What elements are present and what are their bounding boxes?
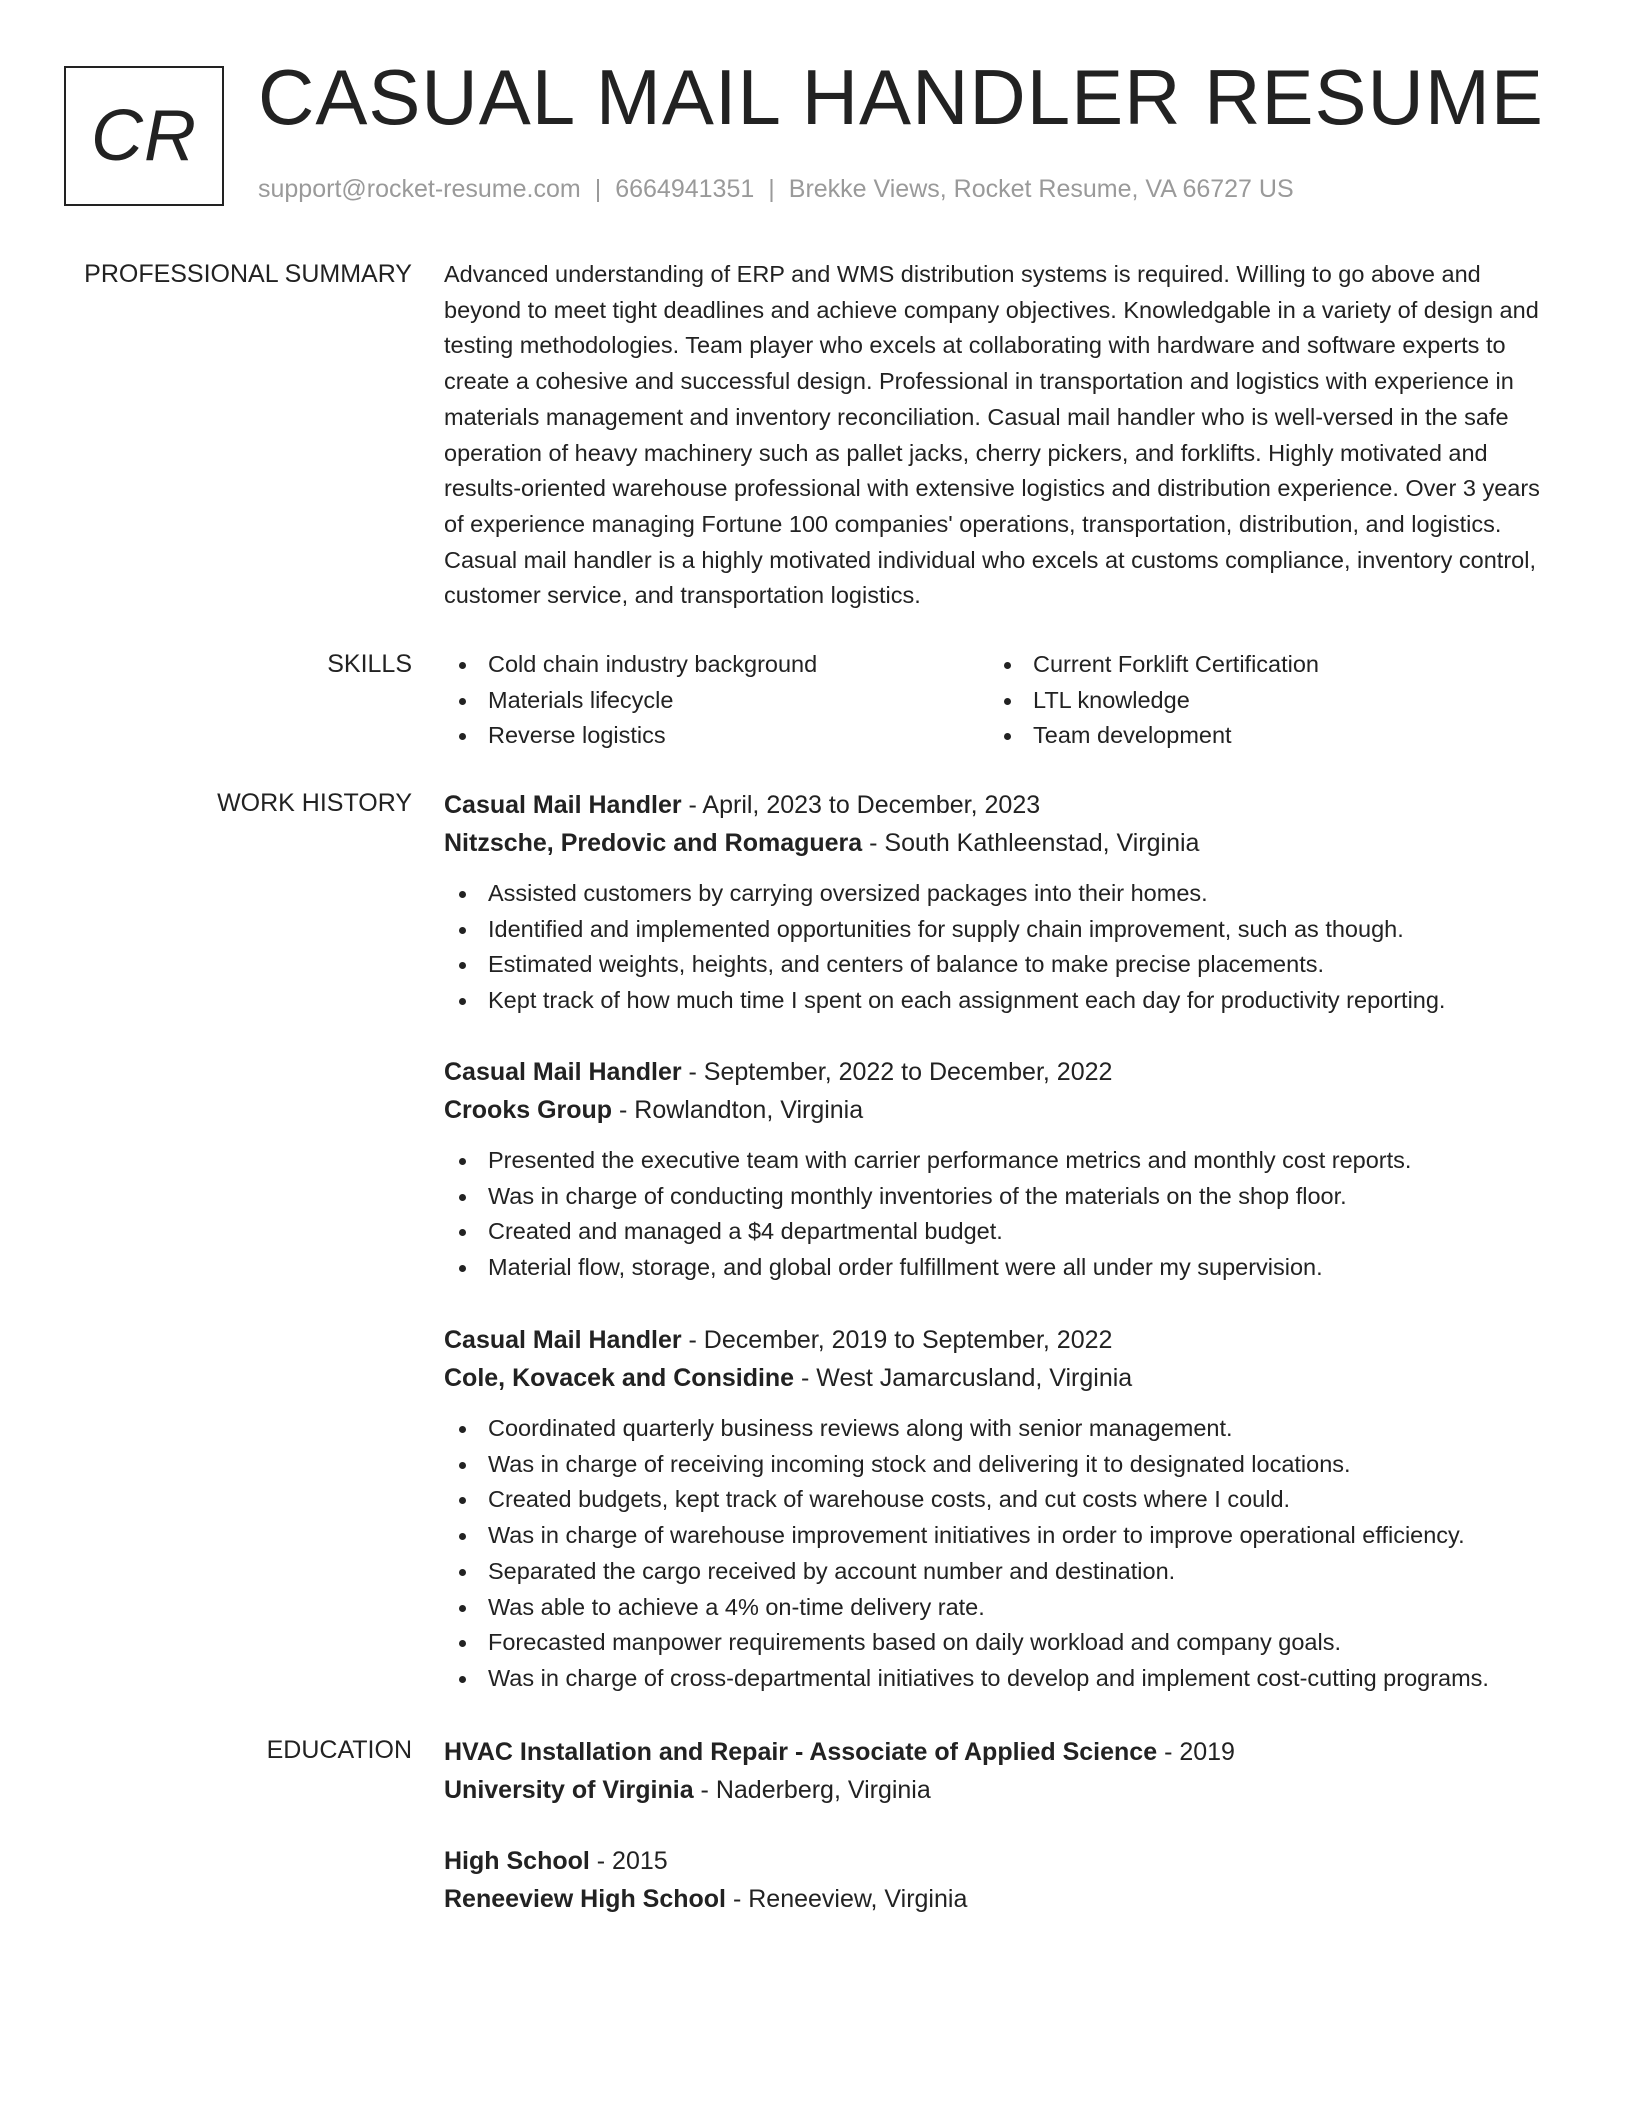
education-year: - 2015 [589, 1847, 668, 1875]
job-bullet: Forecasted manpower requirements based on daily workload and company goals. [444, 1625, 1584, 1661]
contact-phone: 6664941351 [615, 175, 755, 203]
job-company: Crooks Group [444, 1096, 613, 1124]
monogram-box [64, 66, 224, 206]
skill-item: Materials lifecycle [444, 683, 989, 719]
education-location: - Naderberg, Virginia [693, 1776, 931, 1804]
summary-body [444, 257, 1564, 614]
job-dates: - April, 2023 to December, 2023 [681, 791, 1041, 819]
job-title: Casual Mail Handler [444, 1326, 682, 1354]
job-bullet: Separated the cargo received by account number and destination. [444, 1554, 1584, 1590]
job-bullet: Coordinated quarterly business reviews along with senior management. [444, 1411, 1584, 1447]
job-bullet: Was in charge of conducting monthly inventories of the materials on the shop floor. [444, 1179, 1584, 1215]
job-bullet: Estimated weights, heights, and centers of balance to make precise placements. [444, 947, 1584, 983]
job-dates: - September, 2022 to December, 2022 [681, 1058, 1113, 1086]
education-school: University of Virginia [444, 1776, 694, 1804]
job-bullet: Kept track of how much time I spent on each assignment each day for productivity reporting. [444, 983, 1584, 1019]
job-company-line [444, 824, 1584, 862]
education-school-line [444, 1771, 1584, 1809]
skill-item: Cold chain industry background [444, 647, 989, 683]
education-school: Reneeview High School [444, 1885, 727, 1913]
contact-address: Brekke Views, Rocket Resume, VA 66727 US [788, 175, 1294, 203]
job-bullet: Created budgets, kept track of warehouse costs, and cut costs where I could. [444, 1482, 1584, 1518]
job-company-line [444, 1091, 1584, 1129]
job-bullet: Was in charge of receiving incoming stock and delivering it to designated locations. [444, 1447, 1584, 1483]
education-degree-line [444, 1733, 1584, 1771]
job-company: Nitzsche, Predovic and Romaguera [444, 829, 863, 857]
skills-grid [444, 647, 1564, 754]
job-entry [444, 1053, 1584, 1286]
job-bullets [444, 876, 1584, 1019]
skills-body [444, 647, 1564, 754]
contact-separator: | [594, 175, 602, 203]
job-location: - Rowlandton, Virginia [612, 1096, 864, 1124]
job-title-line [444, 786, 1584, 824]
education-school-line [444, 1880, 1584, 1918]
job-bullets [444, 1143, 1584, 1286]
contact-email: support@rocket-resume.com [258, 175, 581, 203]
job-location: - South Kathleenstad, Virginia [862, 829, 1200, 857]
job-bullet: Assisted customers by carrying oversized packages into their homes. [444, 876, 1584, 912]
skill-item: LTL knowledge [989, 683, 1534, 719]
education-degree-line [444, 1842, 1584, 1880]
job-entry [444, 1321, 1584, 1697]
job-dates: - December, 2019 to September, 2022 [681, 1326, 1113, 1354]
skills-heading: SKILLS [327, 650, 412, 678]
job-bullet: Created and managed a $4 departmental budget. [444, 1214, 1584, 1250]
education-entry [444, 1733, 1584, 1809]
education-year: - 2019 [1157, 1738, 1235, 1766]
education-heading: EDUCATION [266, 1736, 412, 1764]
skill-item: Current Forklift Certification [989, 647, 1534, 683]
skills-column-left [444, 647, 989, 754]
education-degree: HVAC Installation and Repair - Associate of Applied Science [444, 1738, 1158, 1766]
education-entry [444, 1842, 1584, 1918]
education-degree: High School [444, 1847, 590, 1875]
job-bullet: Presented the executive team with carrier performance metrics and monthly cost reports. [444, 1143, 1584, 1179]
contact-line [258, 175, 1294, 204]
resume-title: CASUAL MAIL HANDLER RESUME [258, 53, 1544, 141]
job-location: - West Jamarcusland, Virginia [794, 1364, 1133, 1392]
job-company: Cole, Kovacek and Considine [444, 1364, 795, 1392]
job-title: Casual Mail Handler [444, 791, 682, 819]
skills-column-right [989, 647, 1534, 754]
summary-heading: PROFESSIONAL SUMMARY [84, 260, 412, 288]
work-history-heading: WORK HISTORY [217, 789, 412, 817]
summary-text: Advanced understanding of ERP and WMS distribution systems is required. Willing to go above and beyond to meet tight deadlines and achieve company objectives. Knowledgable in a variety of design and testing methodologies. Team player who excels at collaborating with hardware and software experts to create a cohesive and successful design. Professional in transportation and logistics with experience in materials management and inventory reconciliation. Casual mail handler who is well-versed in the safe operation of heavy machinery such as pallet jacks, cherry pickers, and forklifts. Highly motivated and results-oriented warehouse professional with extensive logistics and distribution experience. Over 3 years of experience managing Fortune 100 companies' operations, transportation, distribution, and logistics. Casual mail handler is a highly motivated individual who excels at customs compliance, inventory control, customer service, and transportation logistics. [444, 261, 1540, 609]
job-bullet: Identified and implemented opportunities for supply chain improvement, such as though. [444, 912, 1584, 948]
job-title: Casual Mail Handler [444, 1058, 682, 1086]
job-entry [444, 786, 1584, 1019]
skill-item: Team development [989, 718, 1534, 754]
job-title-line [444, 1321, 1584, 1359]
job-bullet: Was in charge of warehouse improvement initiatives in order to improve operational efficiency. [444, 1518, 1584, 1554]
monogram-initials: CR [91, 96, 197, 176]
skill-item: Reverse logistics [444, 718, 989, 754]
contact-separator: | [768, 175, 775, 203]
job-bullet: Was in charge of cross-departmental initiatives to develop and implement cost-cutting programs. [444, 1661, 1584, 1697]
job-bullet: Was able to achieve a 4% on-time delivery rate. [444, 1590, 1584, 1626]
job-bullets [444, 1411, 1584, 1697]
job-title-line [444, 1053, 1584, 1091]
education-location: - Reneeview, Virginia [726, 1885, 968, 1913]
job-bullet: Material flow, storage, and global order fulfillment were all under my supervision. [444, 1250, 1584, 1286]
job-company-line [444, 1359, 1584, 1397]
